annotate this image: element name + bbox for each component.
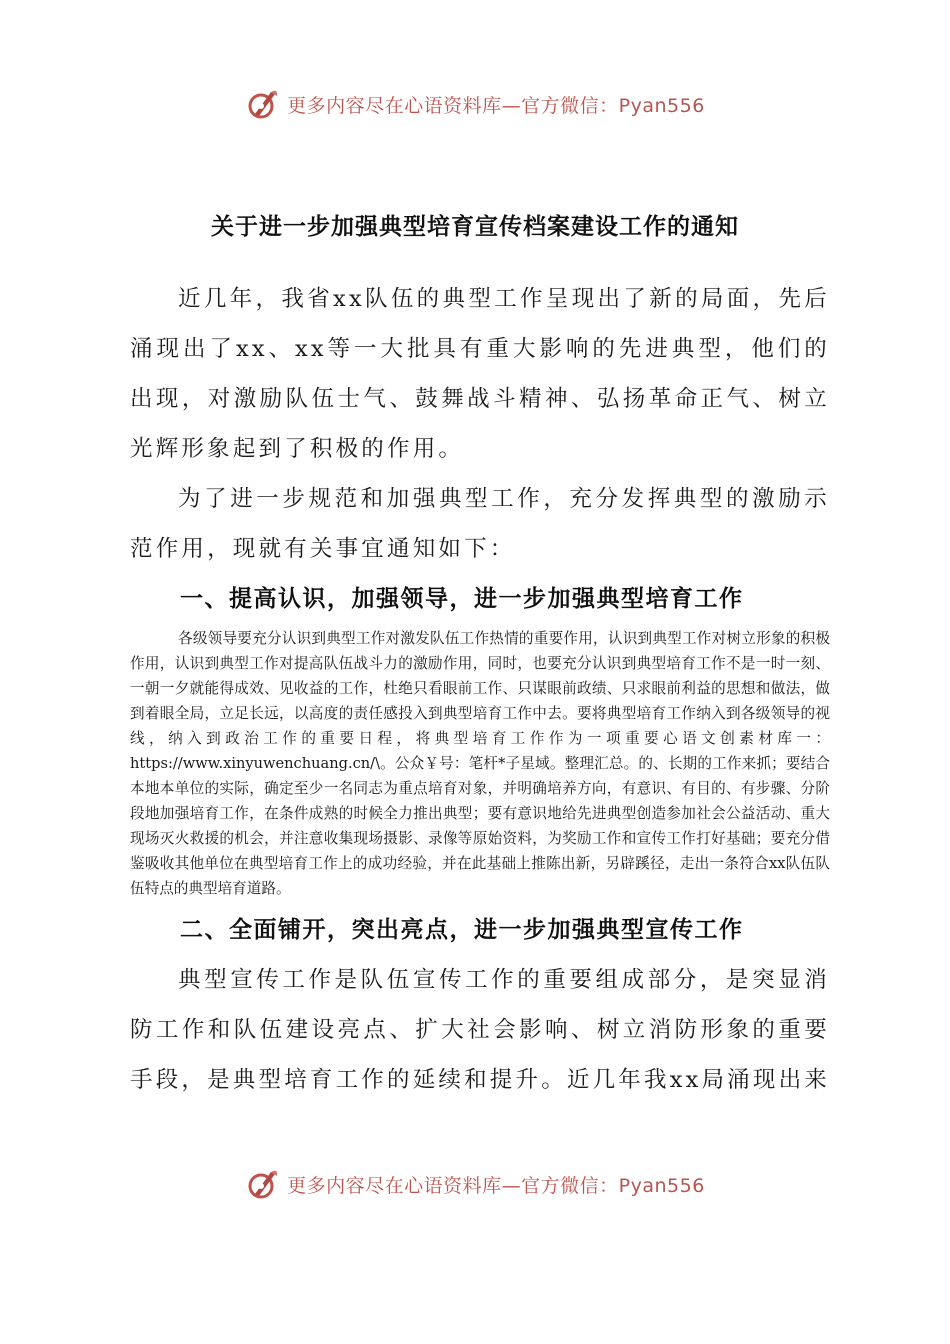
wechat-id: Pyan556 [618,94,705,117]
section-heading-1: 一、提高认识，加强领导，进一步加强典型培育工作 [180,586,744,612]
banner-slogan: 更多内容尽在心语资料库—官方微信： [287,1174,619,1197]
document-body [130,274,830,1105]
banner-slogan: 更多内容尽在心语资料库—官方微信： [287,94,619,117]
quill-logo-icon [245,1166,281,1202]
paragraph-section-2: 典型宣传工作是队伍宣传工作的重要组成部分，是突显消防工作和队伍建设亮点、扩大社会影响、树立消防形象的重要手段，是典型培育工作的延续和提升。近几年我xx局涌现出来 [130,967,830,1093]
document-title: 关于进一步加强典型培育宣传档案建设工作的通知 [211,214,739,240]
header-banner [0,84,950,124]
quill-logo-icon [245,86,281,122]
banner-text [287,91,705,118]
banner-text [287,1171,705,1198]
section-heading-2: 二、全面铺开，突出亮点，进一步加强典型宣传工作 [180,917,744,943]
paragraph-intro: 近几年，我省xx队伍的典型工作呈现出了新的局面，先后涌现出了xx、xx等一大批具有重大影响的先进典型，他们的出现，对激励队伍士气、鼓舞战斗精神、弘扬革命正气、树立光辉形象起到了积极的作用。 [130,286,830,462]
paragraph-section-1: 各级领导要充分认识到典型工作对激发队伍工作热情的重要作用，认识到典型工作对树立形象的积极作用，认识到典型工作对提高队伍战斗力的激励作用，同时，也要充分认识到典型培育工作不是一时一刻、一朝一夕就能得成效、见收益的工作，杜绝只看眼前工作、只谋眼前政绩、只求眼前利益的思想和做法，做到着眼全局，立足长远，以高度的责任感投入到典型培育工作中去。要将典型培育工作纳入到各级领导的视线，纳入到政治工作的重要日程，将典型培育工作作为一项重要心语文创素材库一：https://www.xinyuwenchuang.cn/\。公众￥号：笔杆*子星域。整理汇总。的、长期的工作来抓；要结合本地本单位的实际，确定至少一名同志为重点培育对象，并明确培养方向，有意识、有目的、有步骤、分阶段地加强培育工作，在条件成熟的时候全力推出典型；要有意识地给先进典型创造参加社会公益活动、重大现场灭火救援的机会，并注意收集现场摄影、录像等原始资料，为奖励工作和宣传工作打好基础；要充分借鉴吸收其他单位在典型培育工作上的成功经验，并在此基础上推陈出新，另辟蹊径，走出一条符合xx队伍队伍特点的典型培育道路。 [130,630,830,897]
paragraph-purpose: 为了进一步规范和加强典型工作，充分发挥典型的激励示范作用，现就有关事宜通知如下： [130,486,830,562]
footer-banner [0,1164,950,1204]
wechat-id: Pyan556 [618,1174,705,1197]
